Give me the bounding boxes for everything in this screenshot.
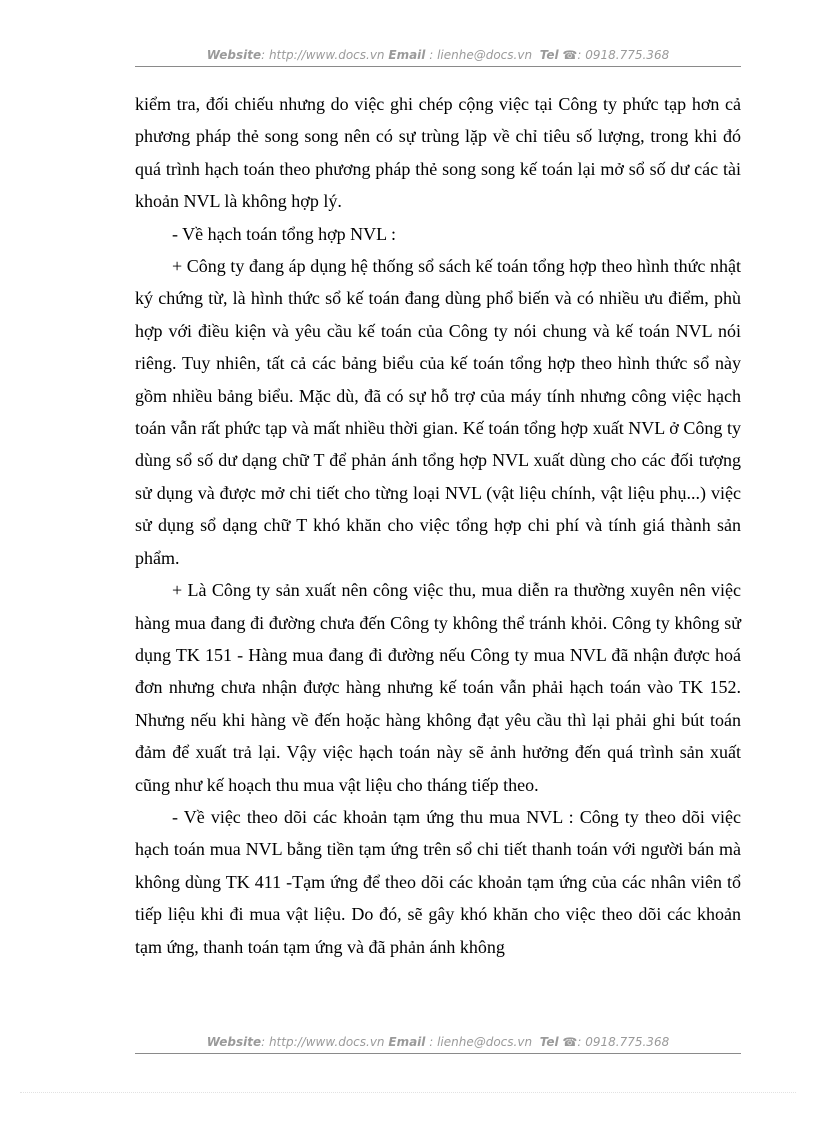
page-footer — [135, 1035, 741, 1049]
phone-icon: ☎ — [562, 1035, 578, 1049]
footer-rule — [135, 1053, 741, 1054]
tel-label: Tel — [539, 48, 559, 62]
page-header — [135, 48, 741, 62]
tel-number: : 0918.775.368 — [577, 48, 670, 62]
website-url[interactable]: : http://www.docs.vn — [261, 1035, 385, 1049]
paragraph-bookkeeping-system: + Công ty đang áp dụng hệ thống sổ sách kế toán tổng hợp theo hình thức nhật ký chứng từ, là hình thức sổ kế toán đang dùng phổ biến và có nhiều ưu điểm, phù hợp với điều kiện và yêu cầu kế toán của Công ty nói chung và kế toán NVL nói riêng. Tuy nhiên, tất cả các bảng biểu của kế toán tổng hợp theo hình thức sổ này gồm nhiều bảng biểu. Mặc dù, đã có sự hỗ trợ của máy tính nhưng công việc hạch toán vẫn rất phức tạp và mất nhiều thời gian. Kế toán tổng hợp xuất NVL ở Công ty dùng sổ số dư dạng chữ T để phản ánh tổng hợp NVL xuất dùng cho các đối tượng sử dụng và được mở chi tiết cho từng loại NVL (vật liệu chính, vật liệu phụ...) việc sử dụng sổ dạng chữ T khó khăn cho việc tổng hợp chi phí và tính giá thành sản phẩm. — [135, 256, 741, 568]
website-label: Website — [206, 48, 262, 62]
phone-icon: ☎ — [562, 48, 578, 62]
header-rule — [135, 66, 741, 67]
page-bottom-border — [20, 1092, 796, 1093]
paragraph-heading-general-accounting: - Về hạch toán tổng hợp NVL : — [172, 223, 396, 244]
document-body — [135, 88, 741, 963]
paragraph-continuation: kiểm tra, đối chiếu nhưng do việc ghi chép cộng việc tại Công ty phức tạp hơn cả phương pháp thẻ song song nên có sự trùng lặp về chỉ tiêu số lượng, trong khi đó quá trình hạch toán theo phương pháp thẻ song song kế toán lại mở sổ số dư các tài khoản NVL là không hợp lý. — [135, 94, 741, 212]
email-label: Email — [388, 1035, 426, 1049]
email-label: Email — [388, 48, 426, 62]
website-url[interactable]: : http://www.docs.vn — [261, 48, 385, 62]
email-address[interactable]: : lienhe@docs.vn — [425, 48, 533, 62]
email-address[interactable]: : lienhe@docs.vn — [425, 1035, 533, 1049]
tel-number: : 0918.775.368 — [577, 1035, 670, 1049]
paragraph-goods-in-transit: + Là Công ty sản xuất nên công việc thu, mua diễn ra thường xuyên nên việc hàng mua đang đi đường chưa đến Công ty không thể tránh khỏi. Công ty không sử dụng TK 151 - Hàng mua đang đi đường nếu Công ty mua NVL đã nhận được hoá đơn nhưng chưa nhận được hàng nhưng kế toán vẫn phải hạch toán vào TK 152. Nhưng nếu khi hàng về đến hoặc hàng không đạt yêu cầu thì lại phải ghi bút toán đảm để xuất trả lại. Vậy việc hạch toán này sẽ ảnh hưởng đến quá trình sản xuất cũng như kế hoạch thu mua vật liệu cho tháng tiếp theo. — [135, 580, 741, 795]
tel-label: Tel — [539, 1035, 559, 1049]
website-label: Website — [206, 1035, 262, 1049]
paragraph-advance-payments: - Về việc theo dõi các khoản tạm ứng thu mua NVL : Công ty theo dõi việc hạch toán mua NVL bằng tiền tạm ứng trên sổ chi tiết thanh toán với người bán mà không dùng TK 411 -Tạm ứng để theo dõi các khoản tạm ứng của các nhân viên tổ tiếp liệu khi đi mua vật liệu. Do đó, sẽ gây khó khăn cho việc theo dõi các khoản tạm ứng, thanh toán tạm ứng và đã phản ánh không — [135, 806, 741, 957]
